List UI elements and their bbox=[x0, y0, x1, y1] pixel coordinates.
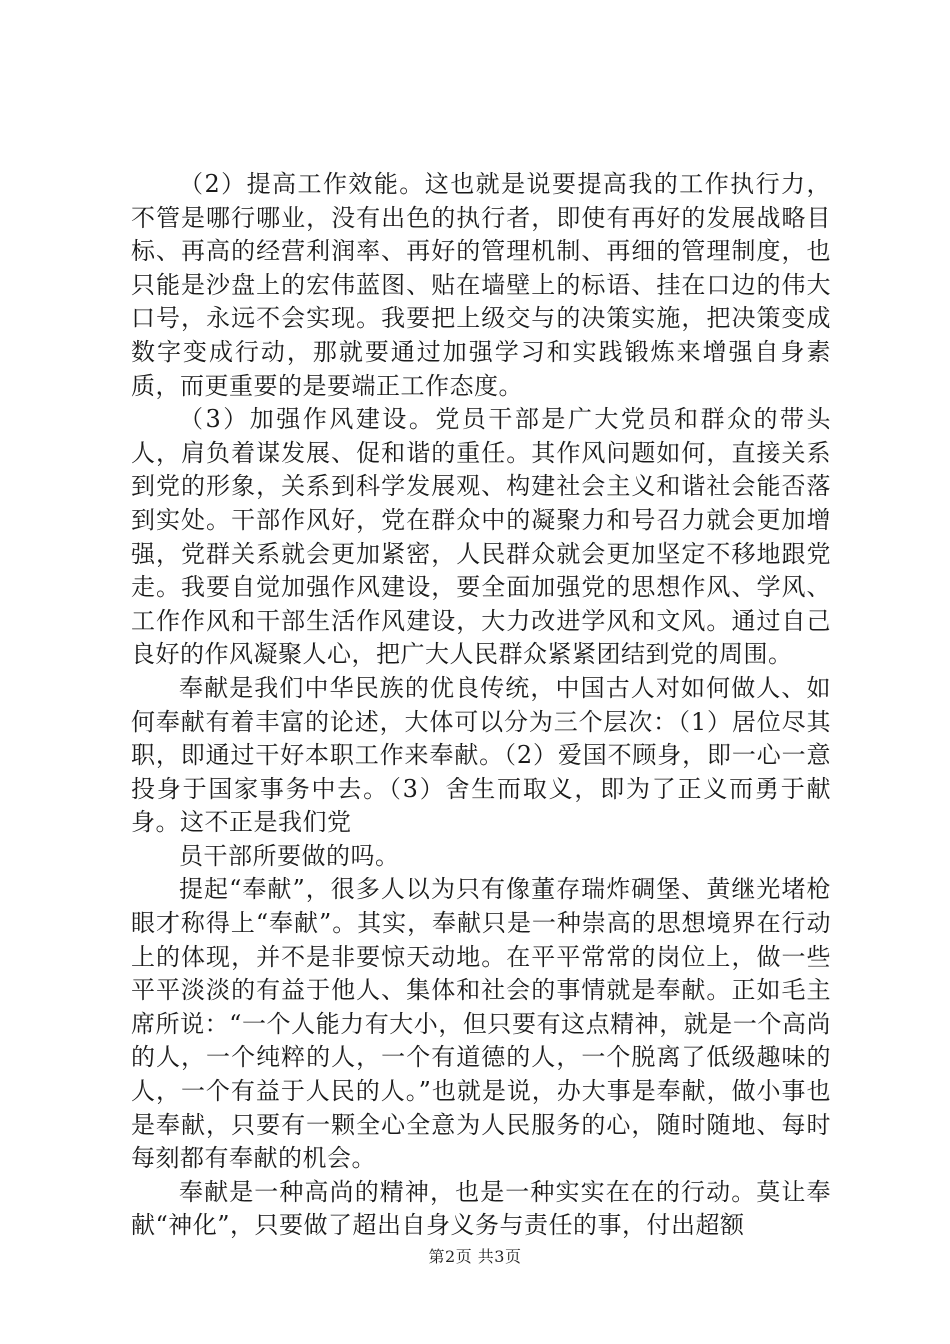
paragraph-dedication-tradition-cont: 员干部所要做的吗。 bbox=[179, 841, 400, 870]
paragraph-work-efficiency: （2）提高工作效能。这也就是说要提高我的工作执行力，不管是哪行哪业，没有出色的执行者，即使有再好的发展战略目标、再高的经营利润率、再好的管理机制、再细的管理制度，也只能是沙盘上的宏伟蓝图、贴在墙壁上的标语、挂在口边的伟大口号，永远不会实现。我要把上级交与的决策实施，把决策变成数字变成行动，那就要通过加强学习和实践锻炼来增强自身素质，而更重要的是要端正工作态度。 bbox=[131, 170, 831, 400]
paragraph-dedication-action: 奉献是一种高尚的精神，也是一种实实在在的行动。莫让奉献“神化”，只要做了超出自身义务与责任的事，付出超额 bbox=[131, 1177, 831, 1240]
paragraph-work-style: （3）加强作风建设。党员干部是广大党员和群众的带头人，肩负着谋发展、促和谐的重任。其作风问题如何，直接关系到党的形象，关系到科学发展观、构建社会主义和谐社会能否落到实处。干部作风好，党在群众中的凝聚力和号召力就会更加增强，党群关系就会更加紧密，人民群众就会更加坚定不移地跟党走。我要自觉加强作风建设，要全面加强党的思想作风、学风、工作作风和干部生活作风建设，大力改进学风和文风。通过自己良好的作风凝聚人心，把广大人民群众紧紧团结到党的周围。 bbox=[131, 405, 831, 669]
paragraph-dedication-tradition: 奉献是我们中华民族的优良传统，中国古人对如何做人、如何奉献有着丰富的论述，大体可以分为三个层次：（1）居位尽其职，即通过干好本职工作来奉献。（2）爱国不顾身，即一心一意投身于国家事务中去。（3）舍生而取义，即为了正义而勇于献身。这不正是我们党 bbox=[131, 673, 831, 837]
paragraph-dedication-examples: 提起“奉献”，很多人以为只有像董存瑞炸碉堡、黄继光堵枪眼才称得上“奉献”。其实，奉献只是一种崇高的思想境界在行动上的体现，并不是非要惊天动地。在平平常常的岗位上，做一些平平淡淡的有益于他人、集体和社会的事情就是奉献。正如毛主席所说：“一个人能力有大小，但只要有这点精神，就是一个高尚的人，一个纯粹的人，一个有道德的人，一个脱离了低级趣味的人，一个有益于人民的人。”也就是说，办大事是奉献，做小事也是奉献，只要有一颗全心全意为人民服务的心，随时随地、每时每刻都有奉献的机会。 bbox=[131, 875, 831, 1173]
document-body bbox=[131, 168, 831, 1243]
page-footer: 第2页 共3页 bbox=[428, 1247, 522, 1266]
